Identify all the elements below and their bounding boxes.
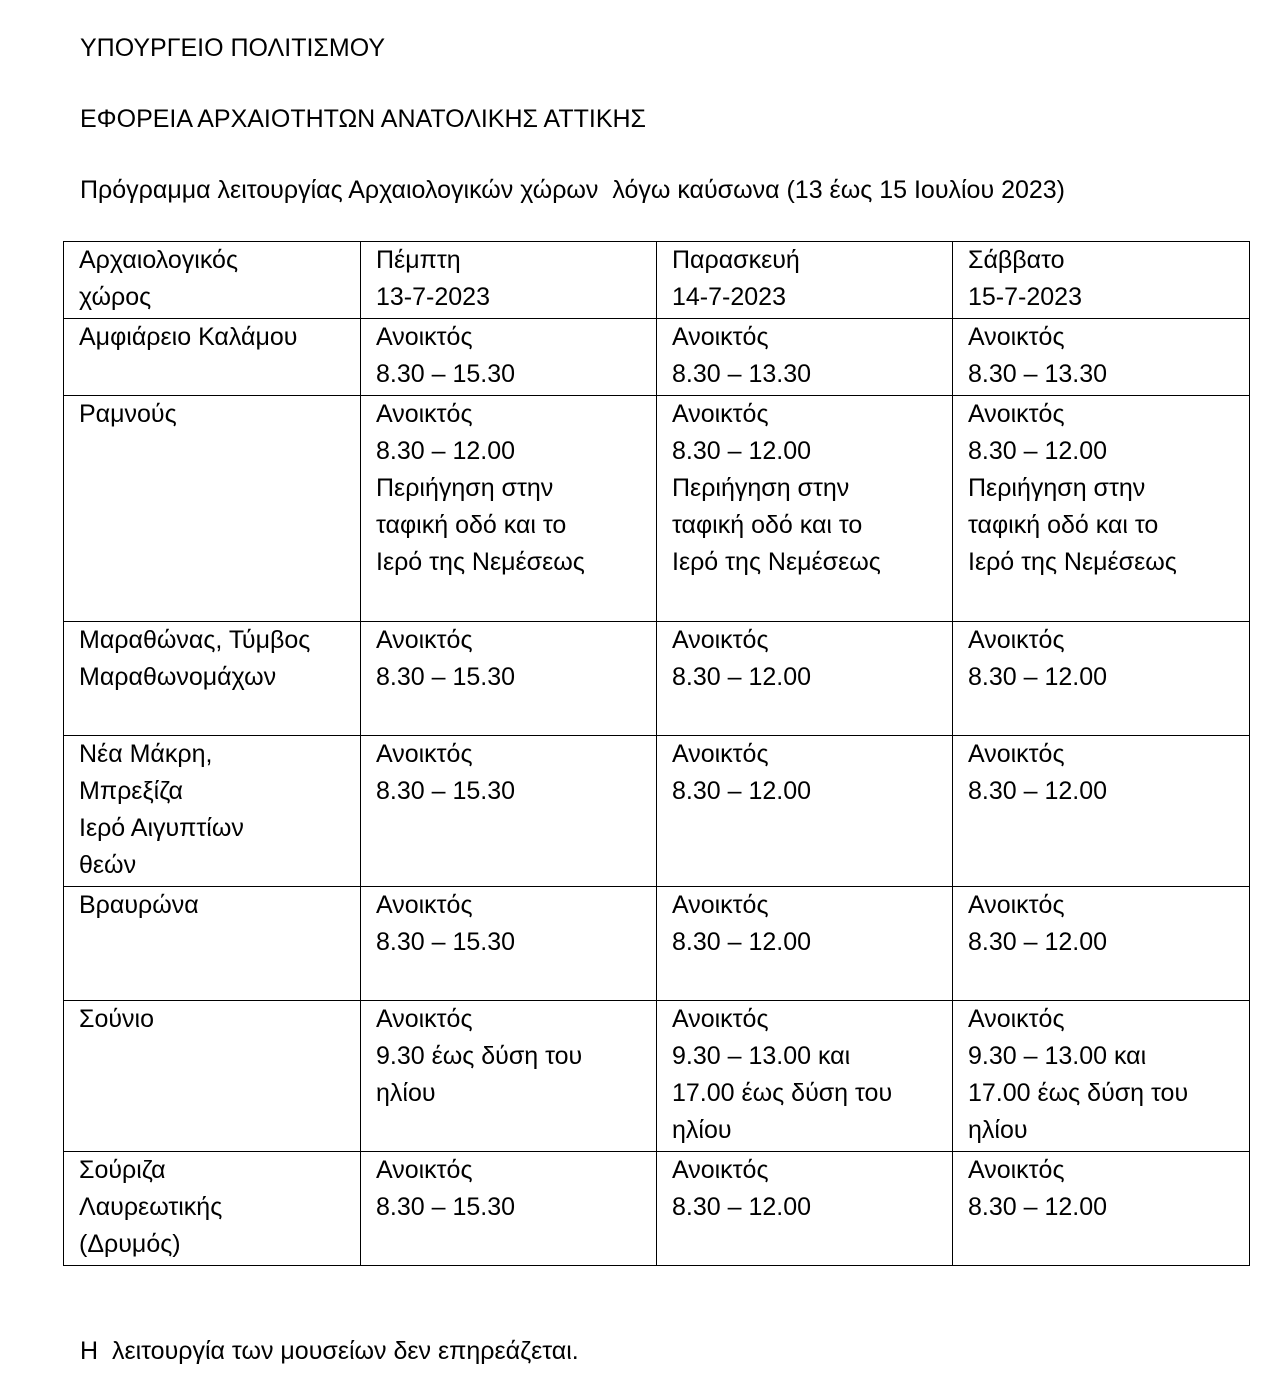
table-row: [64, 887, 1250, 1001]
friday-hours-cell: Ανοικτός 9.30 – 13.00 και 17.00 έως δύση του ηλίου: [657, 1001, 953, 1152]
friday-hours-cell: Ανοικτός 8.30 – 12.00 Περιήγηση στην ταφική οδό και το Ιερό της Νεμέσεως: [657, 396, 953, 622]
header-thursday: Πέμπτη 13-7-2023: [361, 242, 657, 319]
site-name-cell: Σούριζα Λαυρεωτικής (Δρυμός): [64, 1152, 361, 1266]
site-name-cell: Μαραθώνας, Τύμβος Μαραθωνομάχων: [64, 622, 361, 736]
saturday-hours-cell: Ανοικτός 8.30 – 12.00: [953, 736, 1250, 887]
museum-operation-note: Η λειτουργία των μουσείων δεν επηρεάζεται.: [80, 1337, 579, 1365]
thursday-hours-cell: Ανοικτός 8.30 – 15.30: [361, 736, 657, 887]
thursday-hours-cell: Ανοικτός 8.30 – 15.30: [361, 319, 657, 396]
saturday-hours-cell: Ανοικτός 8.30 – 12.00: [953, 1152, 1250, 1266]
friday-hours-cell: Ανοικτός 8.30 – 12.00: [657, 736, 953, 887]
table-row: [64, 1001, 1250, 1152]
saturday-hours-cell: Ανοικτός 9.30 – 13.00 και 17.00 έως δύση του ηλίου: [953, 1001, 1250, 1152]
header-friday: Παρασκευή 14-7-2023: [657, 242, 953, 319]
opening-hours-table: [63, 241, 1250, 1266]
friday-hours-cell: Ανοικτός 8.30 – 12.00: [657, 622, 953, 736]
saturday-hours-cell: Ανοικτός 8.30 – 12.00: [953, 622, 1250, 736]
saturday-hours-cell: Ανοικτός 8.30 – 13.30: [953, 319, 1250, 396]
ephorate-heading: ΕΦΟΡΕΙΑ ΑΡΧΑΙΟΤΗΤΩΝ ΑΝΑΤΟΛΙΚΗΣ ΑΤΤΙΚΗΣ: [80, 105, 647, 133]
table-header-row: [64, 242, 1250, 319]
ministry-heading: ΥΠΟΥΡΓΕΙΟ ΠΟΛΙΤΙΣΜΟΥ: [80, 34, 386, 62]
table-row: [64, 736, 1250, 887]
saturday-hours-cell: Ανοικτός 8.30 – 12.00: [953, 887, 1250, 1001]
friday-hours-cell: Ανοικτός 8.30 – 12.00: [657, 887, 953, 1001]
header-site: Αρχαιολογικός χώρος: [64, 242, 361, 319]
site-name-cell: Ραμνούς: [64, 396, 361, 622]
table-row: [64, 1152, 1250, 1266]
header-saturday: Σάββατο 15-7-2023: [953, 242, 1250, 319]
schedule-subtitle: Πρόγραμμα λειτουργίας Αρχαιολογικών χώρων λόγω καύσωνα (13 έως 15 Ιουλίου 2023): [80, 176, 1066, 204]
site-name-cell: Βραυρώνα: [64, 887, 361, 1001]
site-name-cell: Νέα Μάκρη, Μπρεξίζα Ιερό Αιγυπτίων θεών: [64, 736, 361, 887]
thursday-hours-cell: Ανοικτός 9.30 έως δύση του ηλίου: [361, 1001, 657, 1152]
saturday-hours-cell: Ανοικτός 8.30 – 12.00 Περιήγηση στην ταφική οδό και το Ιερό της Νεμέσεως: [953, 396, 1250, 622]
table-row: [64, 396, 1250, 622]
site-name-cell: Αμφιάρειο Καλάμου: [64, 319, 361, 396]
thursday-hours-cell: Ανοικτός 8.30 – 12.00 Περιήγηση στην ταφική οδό και το Ιερό της Νεμέσεως: [361, 396, 657, 622]
thursday-hours-cell: Ανοικτός 8.30 – 15.30: [361, 1152, 657, 1266]
friday-hours-cell: Ανοικτός 8.30 – 12.00: [657, 1152, 953, 1266]
thursday-hours-cell: Ανοικτός 8.30 – 15.30: [361, 622, 657, 736]
thursday-hours-cell: Ανοικτός 8.30 – 15.30: [361, 887, 657, 1001]
table-row: [64, 319, 1250, 396]
site-name-cell: Σούνιο: [64, 1001, 361, 1152]
friday-hours-cell: Ανοικτός 8.30 – 13.30: [657, 319, 953, 396]
table-row: [64, 622, 1250, 736]
